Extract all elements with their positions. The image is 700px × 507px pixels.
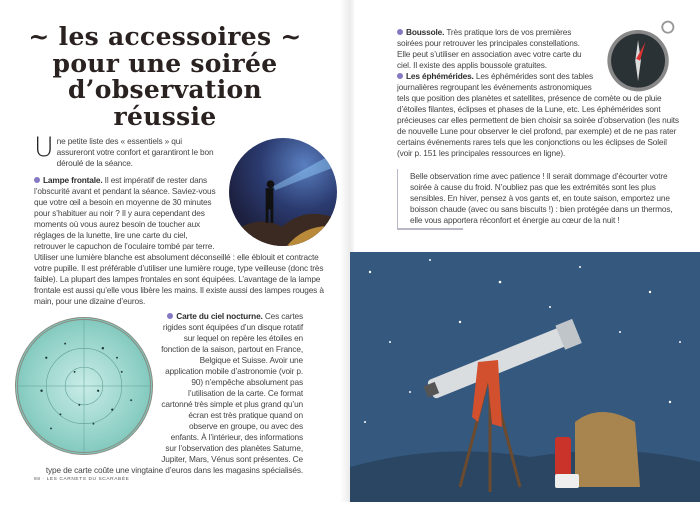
dropcap: U [34, 132, 54, 163]
item-label: Les éphémérides. [406, 71, 474, 81]
intro-and-lamp-block [34, 132, 337, 307]
item-label: Carte du ciel nocturne. [176, 311, 263, 321]
bullet-icon [34, 177, 40, 183]
star-map-image [15, 317, 153, 455]
hiker-silhouette-icon [229, 138, 337, 246]
compass-icon [599, 19, 679, 93]
item-label: Boussole. [406, 27, 445, 37]
item-label: Lampe frontale. [43, 175, 103, 185]
star-chart-icon [18, 320, 150, 452]
left-page [0, 0, 350, 502]
right-text-column [397, 27, 679, 230]
page-footer: 88 · LES CARNETS DU SCARABÉE [34, 477, 130, 482]
title-line: pour une soirée [52, 48, 278, 78]
title-line: réussie [113, 101, 217, 131]
star-map-block [15, 311, 303, 476]
night-scene-icon [350, 252, 700, 502]
intro-text: ne petite liste des « essentiels » qui assureront votre confort et garantiront le bon déroulé de la séance. [56, 136, 214, 168]
bullet-icon [397, 73, 403, 79]
tip-callout: Belle observation rime avec patience ! Il serait dommage d’écourter votre soirée à cause du froid. N’oubliez pas que les extrémités sont les plus sensibles. En hiver, pensez à vos gants et, en toute saison, emportez une boisson chaude (avec ou sans biscuits !) : bien protégée dans un thermos, elle vous apportera réconfort et énergie au cœur de la nuit ! [397, 169, 679, 228]
item-text: Très pratique lors de vos premières soirées pour retrouver les principales constellations. Elle peut s’utiliser en association avec votre carte du ciel. Il existe des applis boussole gratuites. [397, 27, 582, 70]
telescope-illustration [350, 252, 700, 502]
compass-image [599, 19, 679, 93]
headlamp-photo [229, 138, 337, 246]
item-text: Les éphémérides sont des tables journalières regroupant les événements astronomiques tels que position des planètes et satellites, présence de comète ou de pluie d’étoiles filantes, éclipses et phases de la Lune, etc. Les éphémérides sont précieuses car elles permettent de bien choisir sa soirée d’observation (les nuits de nouvelle Lune pour observer le ciel profond, par exemple) et de ne pas rater certains événements rares tels que les conjonctions ou les éclipses de Soleil (voir p. 151 les principales ressources en ligne). [397, 71, 679, 158]
bullet-icon [397, 29, 403, 35]
item-text: Ces cartes rigides sont équipées d’un disque rotatif sur lequel on repère les étoiles en fonction de la saison, partout en France, Belgique et Suisse. Avoir une application mobile d’astronomie (voir p. 90) n’empêche absolument pas l’utilisation de la carte. Ce format cartonné très simple et plus grand qu’un écran est très pratique quand on observe en groupe, ou avec des enfants. À l’intérieur, des informations sur l’observation des planètes Saturne, Jupiter, Mars, Vénus sont présentes. Ce type de carte coûte une vingtaine d’euros dans les magasins spécialisés. [45, 311, 303, 475]
item-text: Il est impératif de rester dans l’obscurité avant et pendant la séance. Saviez-vous que votre œil a besoin en moyenne de 30 minutes pour s’habituer au noir ? Il y aura cependant des moments où vous aurez besoin de toucher aux réglages de la lunette, lire une carte du ciel, retrouver le capuchon de l’oculaire tombé par terre. Utiliser une lumière blanche est absolument déconseillé : elle éblouit et contracte votre pupille. Il est préférable d’utiliser une lumière rouge, type veilleuse (donc très faible). La plupart des lampes frontales en sont équipées. L’avantage de la lampe frontale est aussi qu’elle vous libère les mains. Il existe aussi des lampes rouges à main, pour une dizaine d’euros. [34, 175, 324, 306]
bullet-icon [167, 313, 173, 319]
page-title [20, 24, 310, 130]
callout-divider [397, 228, 463, 230]
left-text-column [15, 132, 337, 476]
title-line: ~ les accessoires ~ [28, 22, 302, 51]
title-line: d’observation [67, 75, 262, 104]
compass-ephemeris-block [397, 27, 679, 159]
